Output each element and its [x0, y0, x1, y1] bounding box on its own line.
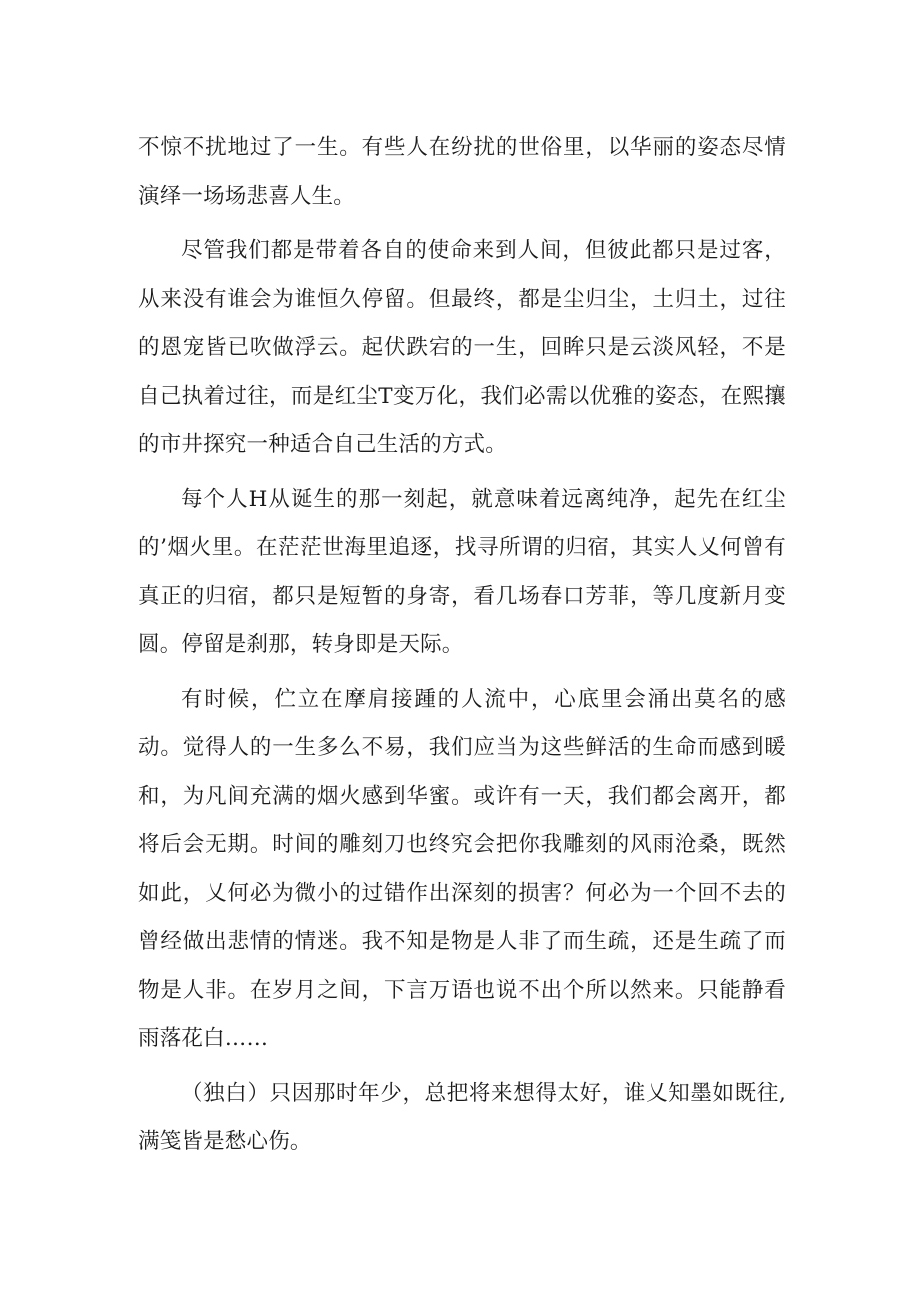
paragraph-2: 尽管我们都是带着各自的使命来到人间，但彼此都只是过客，从来没有谁会为谁恒久停留。但最终，都是尘归尘，土归土，过往的恩宠皆已吹做浮云。起伏跌宕的一生，回眸只是云淡风轻，不是自己执着过往，而是红尘T变万化，我们必需以优雅的姿态，在熙攘的市井探究一种适合自己生活的方式。 — [138, 238, 786, 457]
paragraph-3: 每个人H从诞生的那一刻起，就意味着远离纯净，起先在红尘的’烟火里。在茫茫世海里追逐，找寻所谓的归宿，其实人乂何曾有真正的归宿，都只是短暂的身寄，看几场春口芳菲，等几度新月变圆。停留是刹那，转身即是天际。 — [138, 486, 786, 657]
paragraph-4: 有时候，伫立在摩肩接踵的人流中，心底里会涌出莫名的感动。觉得人的一生多么不易，我们应当为这些鲜活的生命而感到暖和，为凡间充满的烟火感到华蜜。或许有一天，我们都会离开，都将后会无期。时间的雕刻刀也终究会把你我雕刻的风雨沧桑，既然如此，乂何必为微小的过错作出深刻的损害？何必为一个回不去的曾经做出悲情的情迷。我不知是物是人非了而生疏，还是生疏了而物是人非。在岁月之间，下言万语也说不出个所以然来。只能静看雨落花白…… — [138, 686, 786, 1051]
document-body — [138, 124, 786, 1173]
paragraph-5-monologue: （独白）只因那时年少，总把将来想得太好，谁乂知墨如既往,满笺皆是愁心伤。 — [138, 1080, 786, 1154]
paragraph-1: 不惊不扰地过了一生。有些人在纷扰的世俗里，以华丽的姿态尽情演绎一场场悲喜人生。 — [138, 135, 786, 209]
